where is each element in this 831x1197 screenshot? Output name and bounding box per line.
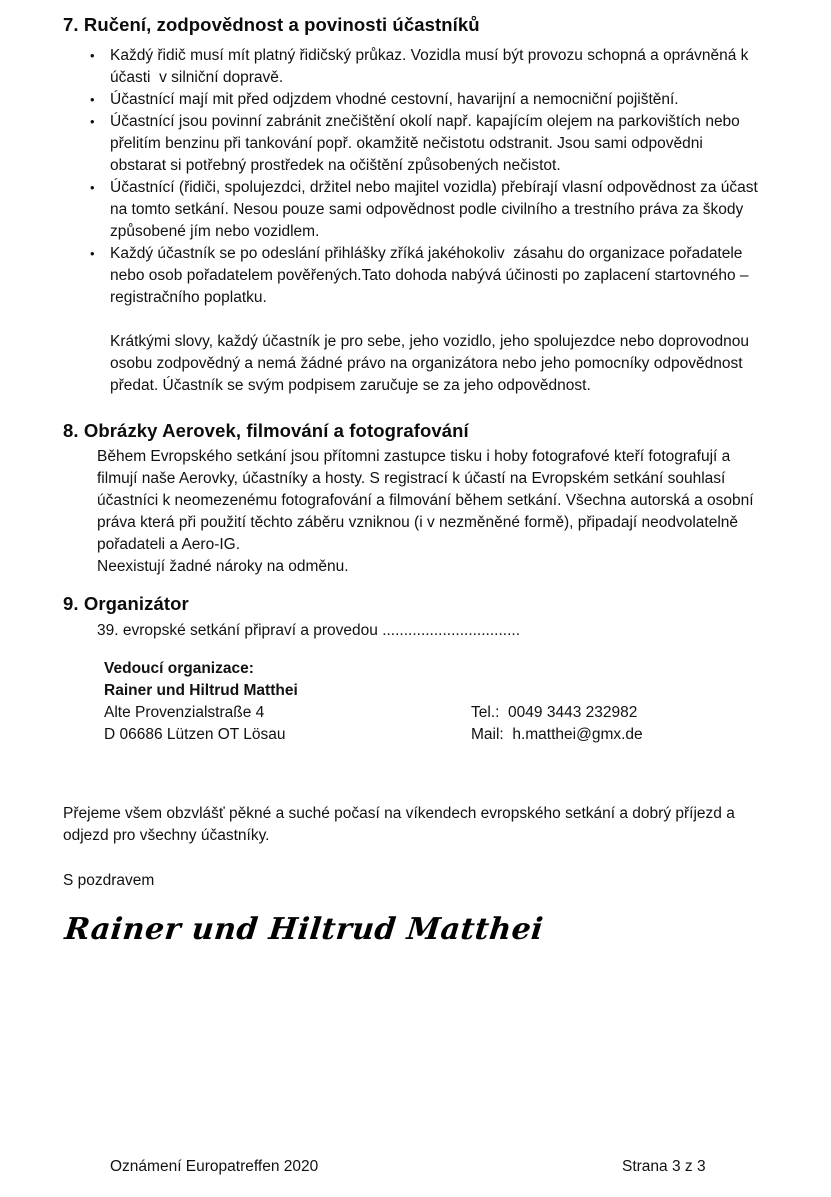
section-7-closing-paragraph: Krátkými slovy, každý účastník je pro sebe, jeho vozidlo, jeho spolujezdce nebo doprovodnou osobu zodpovědný a nemá žádné právo na organizátora nebo jeho pomocníky odpovědnost předat. Účastník se svým podpisem zaručuje se za jeho odpovědnost. [110,333,754,394]
list-item [63,111,763,177]
email-address: Mail: h.matthei@gmx.de [471,726,643,743]
organizer-name: Rainer und Hiltrud Matthei [104,682,298,699]
footer-document-title: Oznámení Europatreffen 2020 [110,1158,319,1175]
section-8-body [63,446,769,578]
bullet-icon: • [90,114,95,129]
section-9-intro: 39. evropské setkání připraví a provedou ................................ [97,622,520,639]
section-7-heading: 7. Ručení, zodpovědnost a povinosti účastníků [63,14,480,35]
section-7-bullet-list [63,45,769,309]
phone-number: Tel.: 0049 3443 232982 [471,704,638,721]
bullet-text: Každý řidič musí mít platný řidičský průkaz. Vozidla musí být provozu schopná a oprávněná k účasti v silniční dopravě. [110,47,753,86]
list-item [63,243,763,309]
section-8-paragraph: Během Evropského setkání jsou přítomni zastupce tisku i hoby fotografové kteří fotografují a filmují naše Aerovky, účastníky a hosty. S registrací k účastí na Evropském setkání souhlasí účastníci k neomezenému fotografování a filmování během setkání. Všechna autorská a osobní práva která při použití těchto záběru vzniknou (i v nezměněné formě), připadají neodvolatelně pořadateli a Aero-IG. [97,448,758,553]
handwritten-signature: Rainer und Hiltrud Matthei [63,912,546,947]
list-item [63,45,763,89]
closing-wish-paragraph: Přejeme všem obzvlášť pěkné a suché počasí na víkendech evropského setkání a dobrý příjezd a odjezd pro všechny účastníky. [63,805,740,844]
bullet-text: Účastnící mají mit před odjzdem vhodné cestovní, havarijní a nemocniční pojištění. [110,91,679,108]
bullet-icon: • [90,246,95,261]
contact-row [104,702,769,724]
section-8-paragraph-2: Neexistují žadné nároky na odměnu. [97,558,349,575]
bullet-text: Účastnící jsou povinní zabránit znečištění okolí např. kapajícím olejem na parkovištích nebo přelitím benzinu při tankování popř. okamžitě nečistotu odstranit. Jsou sami odpovědni obstarat si potřebný prostředek na očištění způsobených nečistot. [110,113,745,174]
section-8-heading: 8. Obrázky Aerovek, filmování a fotografování [63,420,469,441]
bullet-icon: • [90,180,95,195]
address-street: Alte Provenzialstraße 4 [104,704,265,721]
section-9-heading: 9. Organizátor [63,593,189,614]
bullet-icon: • [90,92,95,107]
bullet-text: Účastnící (řidiči, spolujezdci, držitel nebo majitel vozidla) přebírají vlasní odpovědnost za účast na tomto setkání. Nesou pouze sami odpovědnost podle civilního a trestního práva za škody způsobené jím nebo vozidlem. [110,179,763,240]
list-item [63,89,763,111]
organizer-contact-block [63,658,769,746]
organizer-role-label: Vedoucí organizace: [104,660,254,677]
contact-row [104,724,769,746]
bullet-text: Každý účastník se po odeslání přihlášky zříká jakéhokoliv zásahu do organizace pořadatele nebo osob pořadatelem pověřených.Tato dohoda nabývá účinosti po zaplacení startovného – registračního poplatku. [110,245,753,306]
address-city: D 06686 Lützen OT Lösau [104,726,286,743]
salutation: S pozdravem [63,872,155,889]
list-item [63,177,763,243]
footer-page-number: Strana 3 z 3 [622,1158,706,1175]
bullet-icon: • [90,48,95,63]
